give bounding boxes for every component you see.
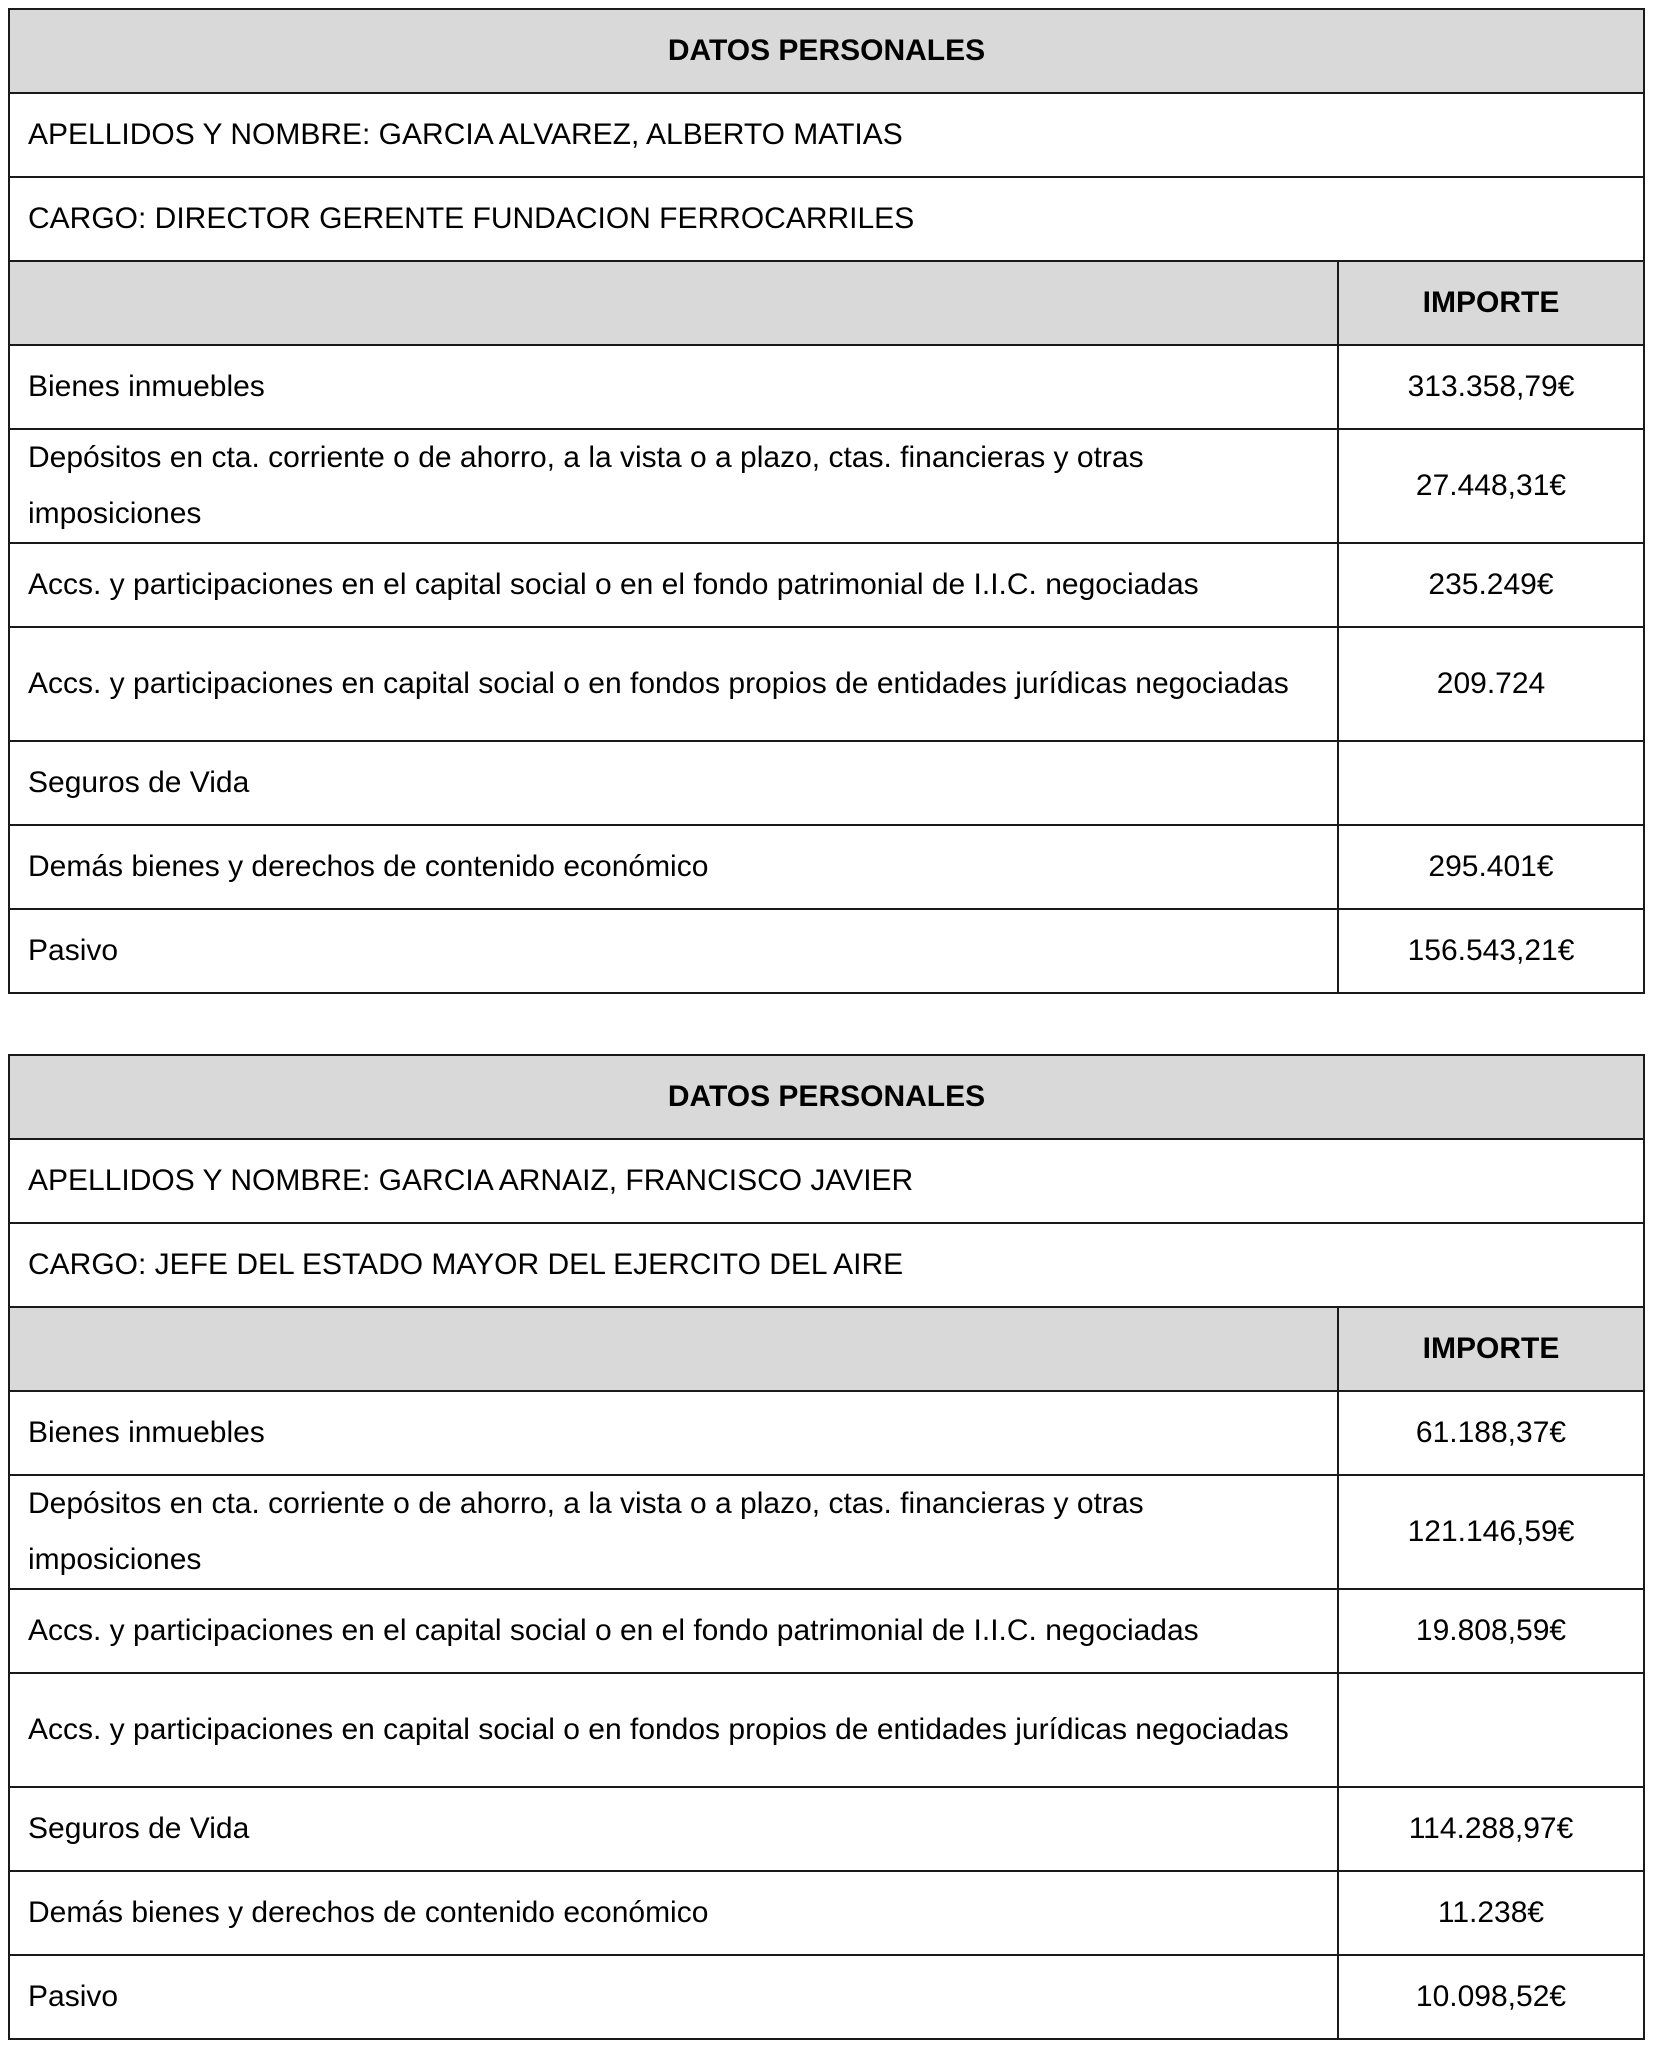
position-line: CARGO: DIRECTOR GERENTE FUNDACION FERROCARRILES <box>9 177 1644 261</box>
concept-cell: Accs. y participaciones en el capital social o en el fondo patrimonial de I.I.C. negociadas <box>9 1589 1338 1673</box>
concept-cell: Demás bienes y derechos de contenido económico <box>9 1871 1338 1955</box>
section-title-row <box>9 1055 1644 1139</box>
table-row <box>9 429 1644 543</box>
amount-cell: 295.401€ <box>1338 825 1644 909</box>
concept-cell: Demás bienes y derechos de contenido económico <box>9 825 1338 909</box>
table-row <box>9 1475 1644 1589</box>
amount-cell: 27.448,31€ <box>1338 429 1644 543</box>
amount-cell: 11.238€ <box>1338 1871 1644 1955</box>
concept-cell: Bienes inmuebles <box>9 1391 1338 1475</box>
table-row <box>9 345 1644 429</box>
amount-header: IMPORTE <box>1338 1307 1644 1391</box>
table-row <box>9 741 1644 825</box>
amount-cell: 235.249€ <box>1338 543 1644 627</box>
declaration-table-2 <box>8 1054 1645 2040</box>
table-row <box>9 543 1644 627</box>
concept-cell: Accs. y participaciones en capital social o en fondos propios de entidades jurídicas negociadas <box>9 627 1338 741</box>
amount-cell: 19.808,59€ <box>1338 1589 1644 1673</box>
amount-cell: 156.543,21€ <box>1338 909 1644 993</box>
concept-cell: Seguros de Vida <box>9 741 1338 825</box>
column-header-row <box>9 261 1644 345</box>
amount-cell: 61.188,37€ <box>1338 1391 1644 1475</box>
amount-cell: 114.288,97€ <box>1338 1787 1644 1871</box>
name-line: APELLIDOS Y NOMBRE: GARCIA ALVAREZ, ALBERTO MATIAS <box>9 93 1644 177</box>
table-row <box>9 1955 1644 2039</box>
concept-cell: Depósitos en cta. corriente o de ahorro, a la vista o a plazo, ctas. financieras y otras imposiciones <box>9 1475 1338 1589</box>
name-line: APELLIDOS Y NOMBRE: GARCIA ARNAIZ, FRANCISCO JAVIER <box>9 1139 1644 1223</box>
amount-cell: 209.724 <box>1338 627 1644 741</box>
amount-cell: 121.146,59€ <box>1338 1475 1644 1589</box>
concept-cell: Depósitos en cta. corriente o de ahorro, a la vista o a plazo, ctas. financieras y otras imposiciones <box>9 429 1338 543</box>
table-row <box>9 1589 1644 1673</box>
position-line: CARGO: JEFE DEL ESTADO MAYOR DEL EJERCITO DEL AIRE <box>9 1223 1644 1307</box>
table-row <box>9 627 1644 741</box>
section-title: DATOS PERSONALES <box>9 9 1644 93</box>
amount-cell <box>1338 1673 1644 1787</box>
concept-header <box>9 1307 1338 1391</box>
declaration-table-1 <box>8 8 1645 994</box>
name-row <box>9 1139 1644 1223</box>
amount-cell: 10.098,52€ <box>1338 1955 1644 2039</box>
amount-cell: 313.358,79€ <box>1338 345 1644 429</box>
concept-header <box>9 261 1338 345</box>
section-title: DATOS PERSONALES <box>9 1055 1644 1139</box>
concept-cell: Accs. y participaciones en el capital social o en el fondo patrimonial de I.I.C. negociadas <box>9 543 1338 627</box>
table-row <box>9 909 1644 993</box>
column-header-row <box>9 1307 1644 1391</box>
concept-cell: Seguros de Vida <box>9 1787 1338 1871</box>
position-row <box>9 177 1644 261</box>
concept-cell: Accs. y participaciones en capital social o en fondos propios de entidades jurídicas negociadas <box>9 1673 1338 1787</box>
table-row <box>9 1871 1644 1955</box>
concept-cell: Bienes inmuebles <box>9 345 1338 429</box>
table-row <box>9 1787 1644 1871</box>
section-title-row <box>9 9 1644 93</box>
table-row <box>9 1673 1644 1787</box>
concept-cell: Pasivo <box>9 1955 1338 2039</box>
table-row <box>9 825 1644 909</box>
amount-cell <box>1338 741 1644 825</box>
name-row <box>9 93 1644 177</box>
position-row <box>9 1223 1644 1307</box>
table-row <box>9 1391 1644 1475</box>
amount-header: IMPORTE <box>1338 261 1644 345</box>
concept-cell: Pasivo <box>9 909 1338 993</box>
